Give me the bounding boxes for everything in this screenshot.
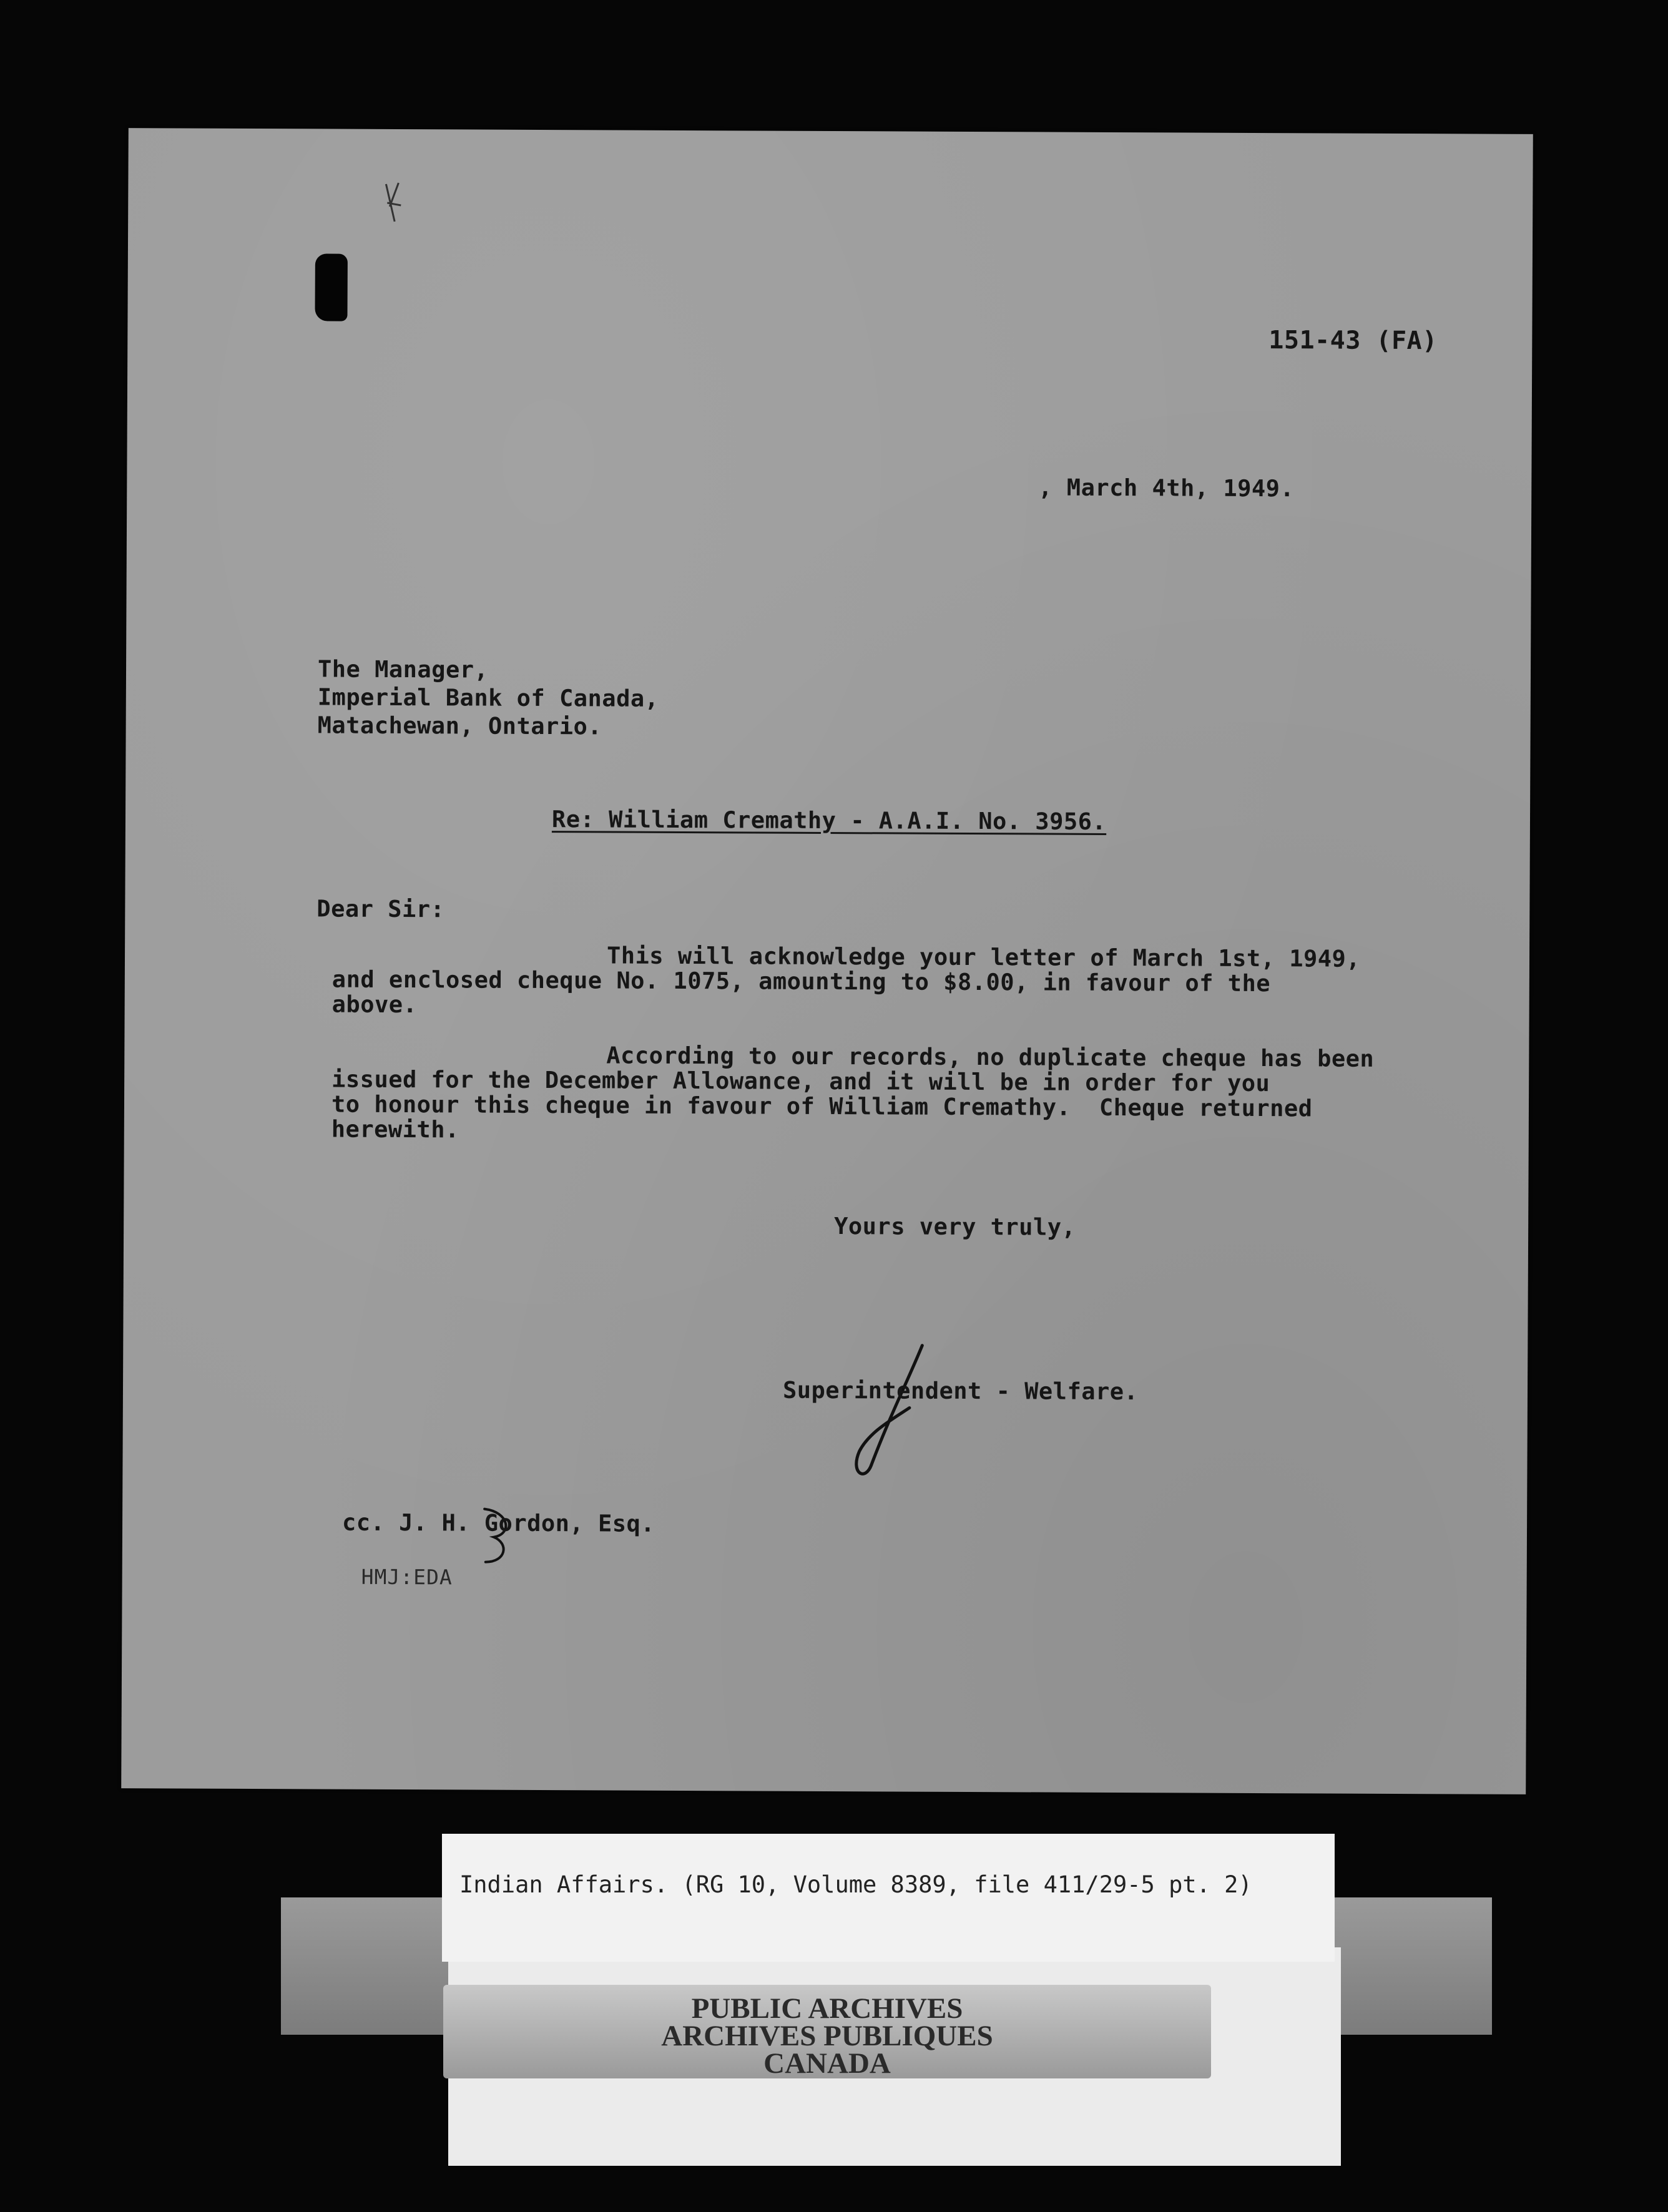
body-line: and enclosed cheque No. 1075, amounting to $8.00, in favour of the <box>331 966 1271 997</box>
handwritten-signature <box>846 1339 941 1483</box>
body-line: According to our records, no duplicate cheque has been <box>606 1042 1375 1072</box>
address-line: Imperial Bank of Canada, <box>317 683 659 712</box>
stamp-line: CANADA <box>763 2047 891 2080</box>
carbon-copy-line: cc. J. H. Gordon, Esq. <box>341 1509 655 1537</box>
letter-page <box>121 128 1533 1794</box>
archives-stamp <box>443 1985 1211 2078</box>
body-line: issued for the December Allowance, and it will be in order for you <box>331 1065 1270 1097</box>
body-line: above. <box>331 991 418 1019</box>
address-line: The Manager, <box>317 655 489 683</box>
letter-date: , March 4th, 1949. <box>1038 474 1295 502</box>
body-line: This will acknowledge your letter of March 1st, 1949, <box>606 942 1361 972</box>
body-line: to honour this cheque in favour of William Cremathy. Cheque returned <box>331 1090 1313 1122</box>
address-line: Matachewan, Ontario. <box>317 712 602 740</box>
recipient-address <box>318 655 659 740</box>
letter-body <box>331 942 1375 1147</box>
stamp-line: ARCHIVES PUBLIQUES <box>661 2020 993 2052</box>
punch-hole <box>315 253 347 321</box>
archive-citation: Indian Affairs. (RG 10, Volume 8389, file 411/29-5 pt. 2) <box>459 1871 1252 1898</box>
pencil-tick-mark <box>381 178 406 228</box>
body-line: herewith. <box>331 1115 459 1143</box>
subject-line: Re: William Cremathy - A.A.I. No. 3956. <box>551 806 1107 835</box>
typist-initials: HMJ:EDA <box>361 1564 453 1590</box>
stamp-line: PUBLIC ARCHIVES <box>691 1992 963 2025</box>
salutation: Dear Sir: <box>316 895 445 923</box>
closing: Yours very truly, <box>834 1213 1076 1241</box>
file-number: 151-43 (FA) <box>1268 326 1438 356</box>
citation-card <box>442 1834 1335 1962</box>
signature-title: Superintendent - Welfare. <box>782 1376 1139 1406</box>
